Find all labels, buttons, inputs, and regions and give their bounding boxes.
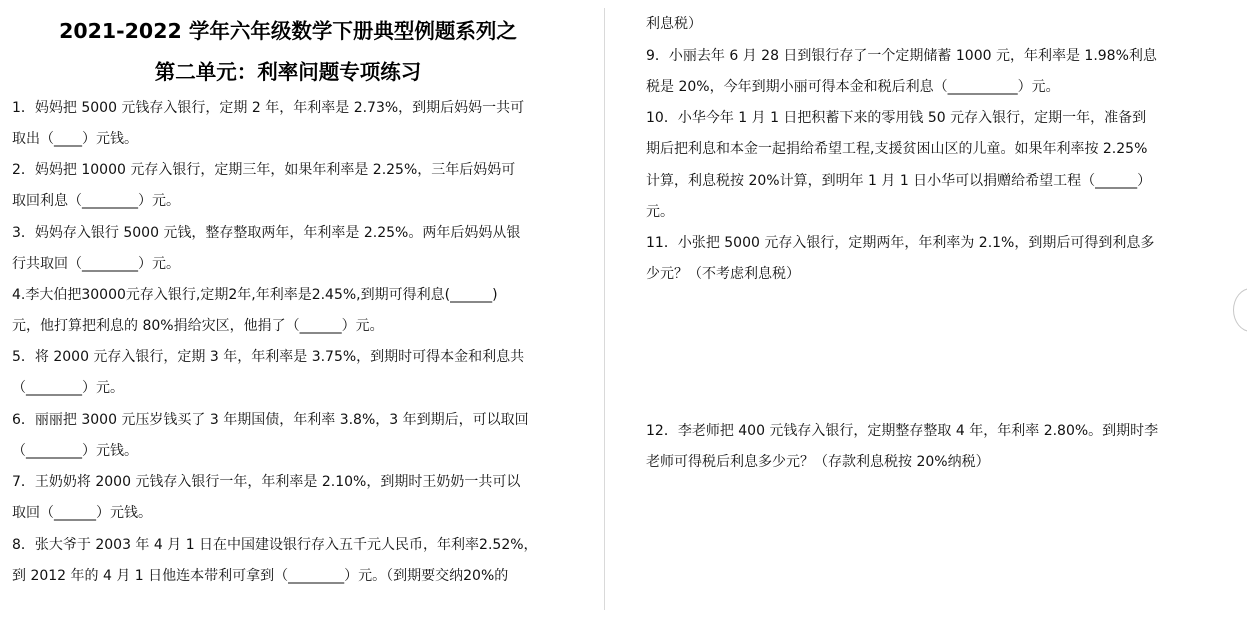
q6-line1: 6．丽丽把 3000 元压岁钱买了 3 年期国债，年利率 3.8%，3 年到期后，可以取回 bbox=[12, 412, 529, 428]
q6-line2: （________）元钱。 bbox=[12, 443, 138, 459]
q9-line1: 9．小丽去年 6 月 28 日到银行存了一个定期储蓄 1000 元，年利率是 1.98%利息 bbox=[646, 48, 1157, 64]
document-subtitle: 第二单元：利率问题专项练习 bbox=[154, 60, 422, 84]
q4-line1: 4.李大伯把30000元存入银行,定期2年,年利率是2.45%,到期可得利息(______) bbox=[12, 287, 498, 303]
q8-line3: 利息税） bbox=[646, 16, 702, 32]
q7-line1: 7．王奶奶将 2000 元钱存入银行一年，年利率是 2.10%，到期时王奶奶一共可以 bbox=[12, 474, 521, 490]
right-column bbox=[610, 0, 1210, 635]
q12-line1: 12．李老师把 400 元钱存入银行，定期整存整取 4 年，年利率 2.80%。到期时李 bbox=[646, 423, 1159, 439]
q1-line1: 1．妈妈把 5000 元钱存入银行，定期 2 年，年利率是 2.73%，到期后妈妈一共可 bbox=[12, 100, 525, 116]
q5-line1: 5．将 2000 元存入银行，定期 3 年，年利率是 3.75%，到期时可得本金和利息共 bbox=[12, 349, 525, 365]
q7-line2: 取回（______）元钱。 bbox=[12, 505, 152, 521]
q4-line2: 元，他打算把利息的 80%捐给灾区，他捐了（______）元。 bbox=[12, 318, 384, 334]
q10-line2: 期后把利息和本金一起捐给希望工程,支援贫困山区的儿童。如果年利率按 2.25% bbox=[646, 141, 1148, 157]
q8-line2: 到 2012 年的 4 月 1 日他连本带利可拿到（________）元。（到期要交纳20%的 bbox=[12, 568, 509, 584]
column-divider bbox=[604, 8, 605, 610]
left-column bbox=[0, 0, 600, 635]
q10-line3: 计算，利息税按 20%计算，到明年 1 月 1 日小华可以捐赠给希望工程（______） bbox=[646, 173, 1152, 189]
q10-line4: 元。 bbox=[646, 204, 674, 220]
page-edge-handle[interactable] bbox=[1233, 288, 1247, 332]
q11-line2: 少元？（不考虑利息税） bbox=[646, 266, 800, 282]
q2-line1: 2．妈妈把 10000 元存入银行，定期三年，如果年利率是 2.25%，三年后妈妈可 bbox=[12, 162, 516, 178]
q9-line2: 税是 20%，今年到期小丽可得本金和税后利息（__________）元。 bbox=[646, 79, 1060, 95]
q1-line2: 取出（____）元钱。 bbox=[12, 131, 138, 147]
q2-line2: 取回利息（________）元。 bbox=[12, 193, 180, 209]
document-title: 2021-2022 学年六年级数学下册典型例题系列之 bbox=[59, 19, 517, 43]
q3-line1: 3．妈妈存入银行 5000 元钱，整存整取两年，年利率是 2.25%。两年后妈妈从银 bbox=[12, 225, 521, 241]
q3-line2: 行共取回（________）元。 bbox=[12, 256, 180, 272]
q11-line1: 11．小张把 5000 元存入银行，定期两年，年利率为 2.1%，到期后可得到利息多 bbox=[646, 235, 1155, 251]
q10-line1: 10．小华今年 1 月 1 日把积蓄下来的零用钱 50 元存入银行，定期一年，准备到 bbox=[646, 110, 1147, 126]
q8-line1: 8．张大爷于 2003 年 4 月 1 日在中国建设银行存入五千元人民币，年利率2.52%， bbox=[12, 537, 538, 553]
q12-line2: 老师可得税后利息多少元？（存款利息税按 20%纳税） bbox=[646, 454, 990, 470]
q5-line2: （________）元。 bbox=[12, 380, 124, 396]
